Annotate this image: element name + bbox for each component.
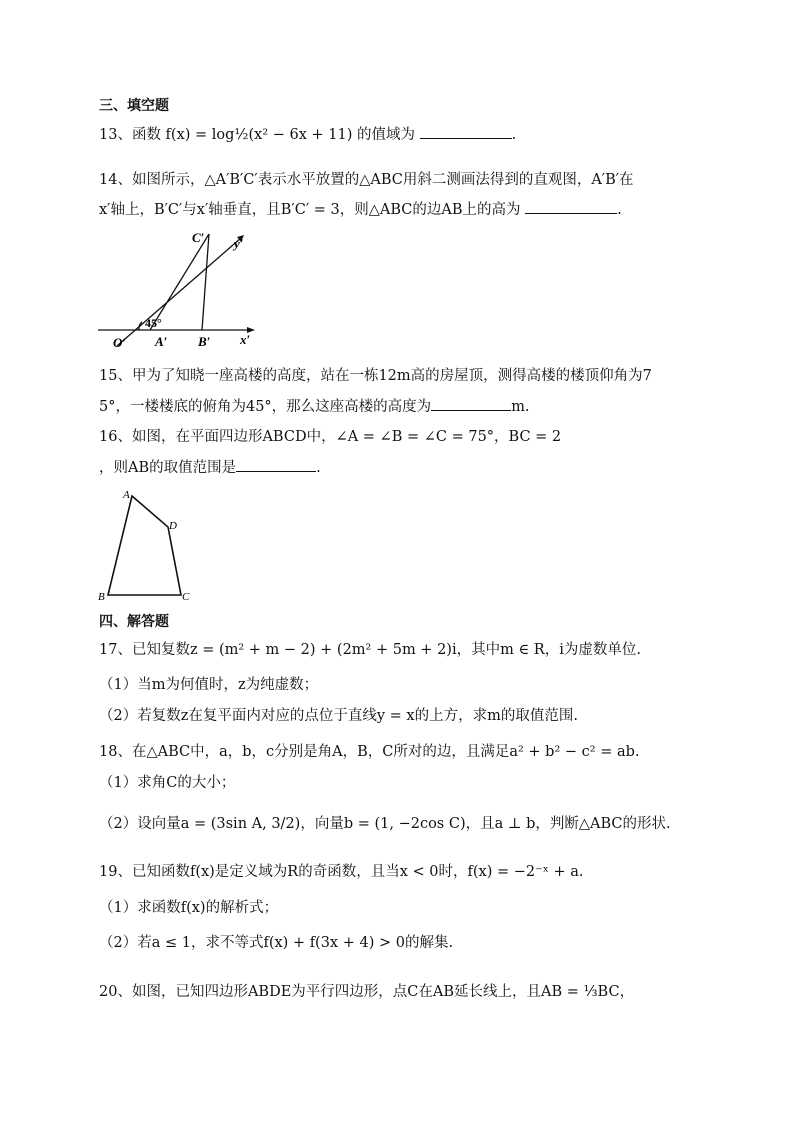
question-16-end: . <box>316 460 321 476</box>
section-3-title: 三、填空题 <box>99 98 169 114</box>
question-16-line2 <box>99 457 321 478</box>
label-y-prime: y′ <box>234 236 244 251</box>
label-a-prime: A′ <box>155 334 168 349</box>
question-19-part-1: （1）求函数f(x)的解析式； <box>99 900 279 916</box>
figure-16-quadrilateral <box>95 484 200 604</box>
question-15-unit: m. <box>511 399 530 415</box>
label-a: A <box>123 489 130 501</box>
question-20-stem: 20、如图，已知四边形ABDE为平行四边形，点C在AB延长线上，且AB = ⅓BC， <box>99 984 635 1000</box>
answer-blank-16[interactable] <box>236 457 316 472</box>
question-16-line1: 16、如图，在平面四边形ABCD中，∠A = ∠B = ∠C = 75°，BC = 2 <box>99 429 562 445</box>
question-19-part-2: （2）若a ≤ 1，求不等式f(x) + f(3x + 4) > 0的解集. <box>99 935 454 951</box>
answer-blank-13[interactable] <box>420 124 512 139</box>
question-19-stem: 19、已知函数f(x)是定义域为R的奇函数，且当x < 0时，f(x) = −2⁻ˣ + a. <box>99 864 584 880</box>
question-15-line1: 15、甲为了知晓一座高楼的高度，站在一栋12m高的房屋顶，测得高楼的楼顶仰角为7 <box>99 368 652 384</box>
label-b: B <box>98 591 105 603</box>
question-15-line2 <box>99 396 530 417</box>
question-15-line2-text: 5°，一楼楼底的俯角为45°，那么这座高楼的高度为 <box>99 399 432 415</box>
question-13-end: . <box>511 127 517 143</box>
question-17-part-2: （2）若复数z在复平面内对应的点位于直线y = x的上方，求m的取值范围. <box>99 708 578 724</box>
question-14-end: . <box>617 202 622 218</box>
question-16-line2-text: ，则AB的取值范围是 <box>99 460 237 476</box>
answer-blank-15[interactable] <box>431 396 511 411</box>
question-13 <box>99 124 516 145</box>
question-18-part-2: （2）设向量a = (3sin A, 3/2)，向量b = (1, −2cos C)，且a ⊥ b，判断△ABC的形状. <box>99 816 671 832</box>
label-d: D <box>169 520 177 532</box>
question-18-stem: 18、在△ABC中，a，b，c分别是角A，B，C所对的边，且满足a² + b² − c² = ab. <box>99 744 640 760</box>
question-14-line2-text: x′轴上，B′C′与x′轴垂直，且B′C′ = 3，则△ABC的边AB上的高为 <box>99 202 521 218</box>
question-14-line2 <box>99 199 622 220</box>
question-18-part-1: （1）求角C的大小； <box>99 775 236 791</box>
segment-c-b <box>202 234 209 330</box>
question-17-part-1: （1）当m为何值时，z为纯虚数； <box>99 677 319 693</box>
label-b-prime: B′ <box>198 334 211 349</box>
label-c: C <box>182 591 190 603</box>
question-13-text: 13、函数 f(x) = log½(x² − 6x + 11) 的值域为 <box>99 127 415 143</box>
question-14-line1: 14、如图所示，△A′B′C′表示水平放置的△ABC用斜二测画法得到的直观图，A′B′在 <box>99 172 634 188</box>
quadrilateral-abcd <box>108 496 181 595</box>
answer-blank-14[interactable] <box>525 199 617 214</box>
label-angle-45: 45° <box>145 316 162 330</box>
section-4-title: 四、解答题 <box>99 614 169 630</box>
label-x-prime: x′ <box>240 332 251 347</box>
label-c-prime: C′ <box>192 230 205 245</box>
label-o-prime: O′ <box>113 335 127 350</box>
question-17-stem: 17、已知复数z = (m² + m − 2) + (2m² + 5m + 2)i，其中m ∈ R，i为虚数单位. <box>99 642 641 658</box>
figure-14-oblique-triangle <box>95 226 260 354</box>
